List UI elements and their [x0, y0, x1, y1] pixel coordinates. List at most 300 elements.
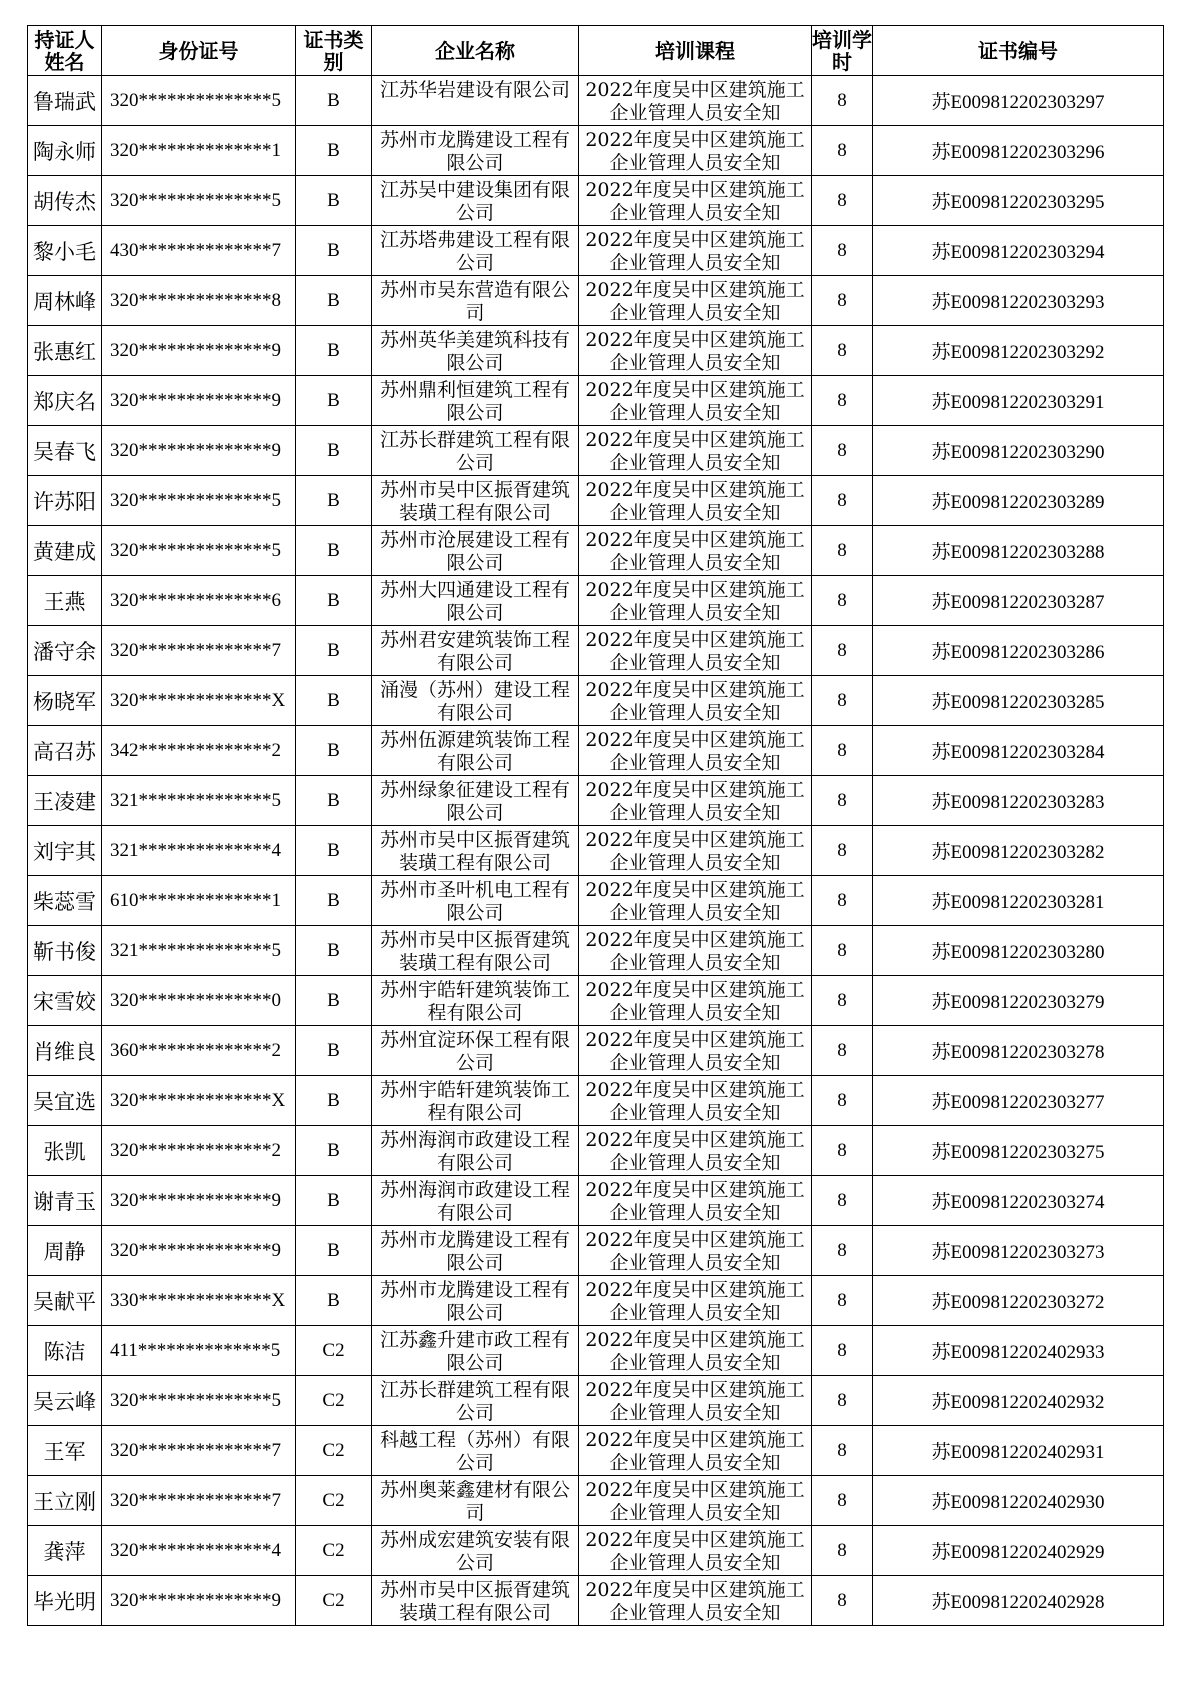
company-name-cell — [372, 1276, 579, 1326]
id-number-cell: 320**************9 — [102, 376, 296, 426]
training-course-cell — [579, 1476, 812, 1526]
holder-name-cell: 王立刚 — [28, 1476, 102, 1526]
company-name-text: 苏州海润市政建设工程有限公司 — [379, 1178, 570, 1224]
company-name-cell — [372, 576, 579, 626]
company-name-cell — [372, 1476, 579, 1526]
cert-number-cell: 苏E009812202303279 — [873, 976, 1164, 1026]
id-number-cell: 360**************2 — [102, 1026, 296, 1076]
cert-category-cell: B — [296, 376, 372, 426]
training-course-text: 2022年度吴中区建筑施工企业管理人员安全知 — [585, 478, 805, 524]
cert-category-cell: B — [296, 326, 372, 376]
training-hours-cell: 8 — [812, 576, 873, 626]
training-course-text: 2022年度吴中区建筑施工企业管理人员安全知 — [585, 1078, 805, 1124]
cert-category-cell: C2 — [296, 1426, 372, 1476]
cert-category-cell: B — [296, 876, 372, 926]
table-row — [28, 1126, 1164, 1176]
training-hours-cell: 8 — [812, 1226, 873, 1276]
training-course-text: 2022年度吴中区建筑施工企业管理人员安全知 — [585, 928, 805, 974]
table-row — [28, 176, 1164, 226]
id-number-cell: 320**************7 — [102, 1476, 296, 1526]
company-name-text: 江苏塔弗建设工程有限公司 — [379, 228, 570, 274]
training-hours-cell: 8 — [812, 376, 873, 426]
company-name-cell — [372, 176, 579, 226]
table-row — [28, 1376, 1164, 1426]
holder-name-cell: 郑庆名 — [28, 376, 102, 426]
id-number-cell: 321**************4 — [102, 826, 296, 876]
cert-number-cell: 苏E009812202402932 — [873, 1376, 1164, 1426]
holder-name-cell: 王军 — [28, 1426, 102, 1476]
company-name-text: 苏州市圣叶机电工程有限公司 — [379, 878, 570, 924]
training-course-text: 2022年度吴中区建筑施工企业管理人员安全知 — [585, 1378, 805, 1424]
cert-number-cell: 苏E009812202303294 — [873, 226, 1164, 276]
holder-name-cell: 杨晓军 — [28, 676, 102, 726]
cert-number-cell: 苏E009812202303295 — [873, 176, 1164, 226]
company-name-cell — [372, 526, 579, 576]
company-name-text: 苏州市吴东营造有限公司 — [379, 278, 570, 324]
training-course-cell — [579, 976, 812, 1026]
training-course-cell — [579, 1026, 812, 1076]
cert-number-cell: 苏E009812202303286 — [873, 626, 1164, 676]
cert-category-cell: B — [296, 926, 372, 976]
training-course-cell — [579, 526, 812, 576]
company-name-text: 涌漫（苏州）建设工程有限公司 — [379, 678, 570, 724]
holder-name-cell: 谢青玉 — [28, 1176, 102, 1226]
cert-number-cell: 苏E009812202402931 — [873, 1426, 1164, 1476]
company-name-cell — [372, 1376, 579, 1426]
training-course-cell — [579, 1426, 812, 1476]
training-hours-cell: 8 — [812, 1476, 873, 1526]
table-row — [28, 226, 1164, 276]
table-row — [28, 1226, 1164, 1276]
training-course-text: 2022年度吴中区建筑施工企业管理人员安全知 — [585, 128, 805, 174]
company-name-text: 苏州市吴中区振胥建筑装璜工程有限公司 — [379, 1578, 570, 1624]
id-number-cell: 320**************1 — [102, 126, 296, 176]
company-name-cell — [372, 1026, 579, 1076]
company-name-cell — [372, 676, 579, 726]
table-body — [28, 76, 1164, 1626]
training-course-text: 2022年度吴中区建筑施工企业管理人员安全知 — [585, 1178, 805, 1224]
cert-category-cell: B — [296, 176, 372, 226]
company-name-cell — [372, 1076, 579, 1126]
table-header — [28, 26, 1164, 76]
holder-name-cell: 胡传杰 — [28, 176, 102, 226]
table-row — [28, 1426, 1164, 1476]
training-hours-cell: 8 — [812, 1326, 873, 1376]
training-hours-cell: 8 — [812, 1176, 873, 1226]
company-name-text: 苏州市吴中区振胥建筑装璜工程有限公司 — [379, 478, 570, 524]
holder-name-cell: 陶永师 — [28, 126, 102, 176]
id-number-cell: 320**************5 — [102, 476, 296, 526]
id-number-cell: 320**************9 — [102, 426, 296, 476]
cert-number-cell: 苏E009812202303285 — [873, 676, 1164, 726]
training-course-text: 2022年度吴中区建筑施工企业管理人员安全知 — [585, 978, 805, 1024]
id-number-cell: 330**************X — [102, 1276, 296, 1326]
company-name-cell — [372, 126, 579, 176]
training-course-text: 2022年度吴中区建筑施工企业管理人员安全知 — [585, 1128, 805, 1174]
cert-category-cell: B — [296, 1026, 372, 1076]
id-number-cell: 320**************X — [102, 676, 296, 726]
cert-category-cell: B — [296, 1076, 372, 1126]
company-name-cell — [372, 1176, 579, 1226]
training-hours-cell: 8 — [812, 676, 873, 726]
table-row — [28, 1026, 1164, 1076]
cert-number-cell: 苏E009812202303274 — [873, 1176, 1164, 1226]
cert-number-cell: 苏E009812202303275 — [873, 1126, 1164, 1176]
company-name-cell — [372, 376, 579, 426]
cert-number-cell: 苏E009812202303281 — [873, 876, 1164, 926]
training-course-text: 2022年度吴中区建筑施工企业管理人员安全知 — [585, 428, 805, 474]
cert-number-cell: 苏E009812202402929 — [873, 1526, 1164, 1576]
cert-number-cell: 苏E009812202303293 — [873, 276, 1164, 326]
table-row — [28, 1576, 1164, 1626]
table-row — [28, 726, 1164, 776]
training-hours-cell: 8 — [812, 476, 873, 526]
training-course-text: 2022年度吴中区建筑施工企业管理人员安全知 — [585, 578, 805, 624]
training-course-text: 2022年度吴中区建筑施工企业管理人员安全知 — [585, 678, 805, 724]
company-name-text: 江苏长群建筑工程有限公司 — [379, 428, 570, 474]
header-holder-name: 持证人姓名 — [28, 26, 102, 76]
holder-name-cell: 黄建成 — [28, 526, 102, 576]
company-name-text: 江苏鑫升建市政工程有限公司 — [379, 1328, 570, 1374]
id-number-cell: 320**************5 — [102, 1376, 296, 1426]
training-course-cell — [579, 626, 812, 676]
holder-name-cell: 王燕 — [28, 576, 102, 626]
company-name-text: 科越工程（苏州）有限公司 — [379, 1428, 570, 1474]
training-hours-cell: 8 — [812, 426, 873, 476]
company-name-text: 苏州市吴中区振胥建筑装璜工程有限公司 — [379, 928, 570, 974]
holder-name-cell: 吴春飞 — [28, 426, 102, 476]
id-number-cell: 320**************9 — [102, 1576, 296, 1626]
company-name-text: 江苏华岩建设有限公司 — [379, 78, 570, 101]
cert-category-cell: B — [296, 276, 372, 326]
training-course-cell — [579, 726, 812, 776]
id-number-cell: 320**************9 — [102, 1176, 296, 1226]
cert-number-cell: 苏E009812202303282 — [873, 826, 1164, 876]
company-name-text: 江苏吴中建设集团有限公司 — [379, 178, 570, 224]
company-name-cell — [372, 726, 579, 776]
cert-number-cell: 苏E009812202303272 — [873, 1276, 1164, 1326]
cert-category-cell: B — [296, 526, 372, 576]
cert-category-cell: B — [296, 826, 372, 876]
cert-category-cell: B — [296, 1176, 372, 1226]
cert-number-cell: 苏E009812202303291 — [873, 376, 1164, 426]
company-name-cell — [372, 776, 579, 826]
cert-category-cell: B — [296, 126, 372, 176]
training-hours-cell: 8 — [812, 1126, 873, 1176]
training-course-text: 2022年度吴中区建筑施工企业管理人员安全知 — [585, 1028, 805, 1074]
company-name-text: 苏州鼎利恒建筑工程有限公司 — [379, 378, 570, 424]
training-hours-cell: 8 — [812, 1376, 873, 1426]
company-name-cell — [372, 1226, 579, 1276]
cert-number-cell: 苏E009812202303290 — [873, 426, 1164, 476]
company-name-cell — [372, 426, 579, 476]
table-row — [28, 676, 1164, 726]
id-number-cell: 320**************8 — [102, 276, 296, 326]
id-number-cell: 320**************5 — [102, 76, 296, 126]
id-number-cell: 411**************5 — [102, 1326, 296, 1376]
training-hours-cell: 8 — [812, 1526, 873, 1576]
cert-number-cell: 苏E009812202402930 — [873, 1476, 1164, 1526]
cert-category-cell: B — [296, 76, 372, 126]
company-name-cell — [372, 626, 579, 676]
training-course-cell — [579, 1376, 812, 1426]
holder-name-cell: 吴宜选 — [28, 1076, 102, 1126]
company-name-text: 苏州市龙腾建设工程有限公司 — [379, 1278, 570, 1324]
company-name-text: 苏州伍源建筑装饰工程有限公司 — [379, 728, 570, 774]
training-hours-cell: 8 — [812, 876, 873, 926]
holder-name-cell: 王凌建 — [28, 776, 102, 826]
cert-number-cell: 苏E009812202303283 — [873, 776, 1164, 826]
id-number-cell: 320**************4 — [102, 1526, 296, 1576]
holder-name-cell: 张惠红 — [28, 326, 102, 376]
cert-number-cell: 苏E009812202402928 — [873, 1576, 1164, 1626]
training-course-cell — [579, 776, 812, 826]
training-hours-cell: 8 — [812, 926, 873, 976]
company-name-cell — [372, 976, 579, 1026]
company-name-text: 苏州英华美建筑科技有限公司 — [379, 328, 570, 374]
holder-name-cell: 陈洁 — [28, 1326, 102, 1376]
cert-number-cell: 苏E009812202303292 — [873, 326, 1164, 376]
holder-name-cell: 周静 — [28, 1226, 102, 1276]
training-course-cell — [579, 476, 812, 526]
holder-name-cell: 潘守余 — [28, 626, 102, 676]
id-number-cell: 320**************6 — [102, 576, 296, 626]
training-hours-cell: 8 — [812, 826, 873, 876]
company-name-cell — [372, 876, 579, 926]
training-hours-cell: 8 — [812, 1026, 873, 1076]
cert-category-cell: C2 — [296, 1476, 372, 1526]
cert-category-cell: C2 — [296, 1376, 372, 1426]
training-course-cell — [579, 826, 812, 876]
header-cert-category: 证书类别 — [296, 26, 372, 76]
table-row — [28, 526, 1164, 576]
id-number-cell: 321**************5 — [102, 926, 296, 976]
cert-number-cell: 苏E009812202303280 — [873, 926, 1164, 976]
company-name-text: 苏州宜淀环保工程有限公司 — [379, 1028, 570, 1074]
training-course-text: 2022年度吴中区建筑施工企业管理人员安全知 — [585, 528, 805, 574]
holder-name-cell: 宋雪姣 — [28, 976, 102, 1026]
holder-name-cell: 毕光明 — [28, 1576, 102, 1626]
header-cert-number: 证书编号 — [873, 26, 1164, 76]
training-hours-cell: 8 — [812, 626, 873, 676]
training-course-text: 2022年度吴中区建筑施工企业管理人员安全知 — [585, 378, 805, 424]
id-number-cell: 320**************7 — [102, 1426, 296, 1476]
training-hours-cell: 8 — [812, 526, 873, 576]
training-course-cell — [579, 1326, 812, 1376]
company-name-cell — [372, 326, 579, 376]
training-course-text: 2022年度吴中区建筑施工企业管理人员安全知 — [585, 1278, 805, 1324]
id-number-cell: 320**************X — [102, 1076, 296, 1126]
company-name-text: 苏州市沧展建设工程有限公司 — [379, 528, 570, 574]
cert-number-cell: 苏E009812202303297 — [873, 76, 1164, 126]
training-course-cell — [579, 576, 812, 626]
company-name-cell — [372, 1126, 579, 1176]
holder-name-cell: 靳书俊 — [28, 926, 102, 976]
training-hours-cell: 8 — [812, 1576, 873, 1626]
training-course-text: 2022年度吴中区建筑施工企业管理人员安全知 — [585, 1428, 805, 1474]
cert-category-cell: B — [296, 676, 372, 726]
table-row — [28, 776, 1164, 826]
company-name-cell — [372, 1426, 579, 1476]
company-name-cell — [372, 476, 579, 526]
table-row — [28, 276, 1164, 326]
cert-number-cell: 苏E009812202303278 — [873, 1026, 1164, 1076]
training-course-text: 2022年度吴中区建筑施工企业管理人员安全知 — [585, 778, 805, 824]
id-number-cell: 321**************5 — [102, 776, 296, 826]
training-course-text: 2022年度吴中区建筑施工企业管理人员安全知 — [585, 1528, 805, 1574]
company-name-cell — [372, 76, 579, 126]
cert-number-cell: 苏E009812202402933 — [873, 1326, 1164, 1376]
table-row — [28, 1076, 1164, 1126]
holder-name-cell: 吴献平 — [28, 1276, 102, 1326]
training-course-text: 2022年度吴中区建筑施工企业管理人员安全知 — [585, 228, 805, 274]
table-row — [28, 376, 1164, 426]
id-number-cell: 320**************0 — [102, 976, 296, 1026]
cert-category-cell: B — [296, 776, 372, 826]
cert-number-cell: 苏E009812202303288 — [873, 526, 1164, 576]
training-hours-cell: 8 — [812, 276, 873, 326]
training-course-cell — [579, 1576, 812, 1626]
company-name-text: 苏州大四通建设工程有限公司 — [379, 578, 570, 624]
cert-number-cell: 苏E009812202303277 — [873, 1076, 1164, 1126]
training-course-text: 2022年度吴中区建筑施工企业管理人员安全知 — [585, 878, 805, 924]
training-hours-cell: 8 — [812, 76, 873, 126]
training-hours-cell: 8 — [812, 176, 873, 226]
training-course-cell — [579, 276, 812, 326]
cert-number-cell: 苏E009812202303287 — [873, 576, 1164, 626]
training-course-cell — [579, 176, 812, 226]
table-row — [28, 826, 1164, 876]
company-name-text: 苏州奥莱鑫建材有限公司 — [379, 1478, 570, 1524]
certificate-table — [27, 25, 1164, 1626]
cert-category-cell: B — [296, 1276, 372, 1326]
training-course-text: 2022年度吴中区建筑施工企业管理人员安全知 — [585, 1478, 805, 1524]
training-course-text: 2022年度吴中区建筑施工企业管理人员安全知 — [585, 78, 805, 124]
id-number-cell: 320**************5 — [102, 176, 296, 226]
training-course-cell — [579, 326, 812, 376]
cert-category-cell: B — [296, 1126, 372, 1176]
table-row — [28, 876, 1164, 926]
training-course-text: 2022年度吴中区建筑施工企业管理人员安全知 — [585, 178, 805, 224]
training-course-text: 2022年度吴中区建筑施工企业管理人员安全知 — [585, 828, 805, 874]
table-row — [28, 426, 1164, 476]
company-name-cell — [372, 926, 579, 976]
training-course-cell — [579, 1076, 812, 1126]
training-course-text: 2022年度吴中区建筑施工企业管理人员安全知 — [585, 728, 805, 774]
table-row — [28, 476, 1164, 526]
holder-name-cell: 高召苏 — [28, 726, 102, 776]
company-name-cell — [372, 1526, 579, 1576]
training-hours-cell: 8 — [812, 126, 873, 176]
header-row — [28, 26, 1164, 76]
cert-number-cell: 苏E009812202303273 — [873, 1226, 1164, 1276]
cert-category-cell: B — [296, 726, 372, 776]
training-hours-cell: 8 — [812, 1276, 873, 1326]
training-course-cell — [579, 426, 812, 476]
table-row — [28, 1176, 1164, 1226]
training-hours-cell: 8 — [812, 226, 873, 276]
company-name-cell — [372, 1326, 579, 1376]
training-course-text: 2022年度吴中区建筑施工企业管理人员安全知 — [585, 278, 805, 324]
table-row — [28, 1476, 1164, 1526]
cert-category-cell: C2 — [296, 1326, 372, 1376]
training-course-cell — [579, 376, 812, 426]
company-name-cell — [372, 826, 579, 876]
training-course-text: 2022年度吴中区建筑施工企业管理人员安全知 — [585, 1228, 805, 1274]
id-number-cell: 342**************2 — [102, 726, 296, 776]
company-name-text: 苏州成宏建筑安装有限公司 — [379, 1528, 570, 1574]
company-name-text: 苏州绿象征建设工程有限公司 — [379, 778, 570, 824]
cert-number-cell: 苏E009812202303284 — [873, 726, 1164, 776]
id-number-cell: 320**************7 — [102, 626, 296, 676]
training-course-text: 2022年度吴中区建筑施工企业管理人员安全知 — [585, 628, 805, 674]
id-number-cell: 320**************9 — [102, 326, 296, 376]
cert-category-cell: B — [296, 1226, 372, 1276]
id-number-cell: 320**************9 — [102, 1226, 296, 1276]
company-name-cell — [372, 226, 579, 276]
company-name-text: 苏州宇皓轩建筑装饰工程有限公司 — [379, 978, 570, 1024]
company-name-cell — [372, 1576, 579, 1626]
training-course-cell — [579, 676, 812, 726]
cert-category-cell: C2 — [296, 1576, 372, 1626]
company-name-text: 苏州君安建筑装饰工程有限公司 — [379, 628, 570, 674]
training-course-cell — [579, 1126, 812, 1176]
table-row — [28, 1326, 1164, 1376]
company-name-text: 苏州市龙腾建设工程有限公司 — [379, 128, 570, 174]
table-row — [28, 1276, 1164, 1326]
table-row — [28, 626, 1164, 676]
company-name-text: 苏州海润市政建设工程有限公司 — [379, 1128, 570, 1174]
header-training-course: 培训课程 — [579, 26, 812, 76]
company-name-text: 苏州市吴中区振胥建筑装璜工程有限公司 — [379, 828, 570, 874]
id-number-cell: 430**************7 — [102, 226, 296, 276]
company-name-text: 江苏长群建筑工程有限公司 — [379, 1378, 570, 1424]
holder-name-cell: 许苏阳 — [28, 476, 102, 526]
holder-name-cell: 刘宇其 — [28, 826, 102, 876]
training-hours-cell: 8 — [812, 726, 873, 776]
holder-name-cell: 龚萍 — [28, 1526, 102, 1576]
cert-category-cell: B — [296, 476, 372, 526]
training-hours-cell: 8 — [812, 976, 873, 1026]
cert-category-cell: B — [296, 576, 372, 626]
holder-name-cell: 鲁瑞武 — [28, 76, 102, 126]
header-company-name: 企业名称 — [372, 26, 579, 76]
training-hours-cell: 8 — [812, 1426, 873, 1476]
cert-category-cell: C2 — [296, 1526, 372, 1576]
company-name-cell — [372, 276, 579, 326]
training-course-cell — [579, 876, 812, 926]
training-course-cell — [579, 126, 812, 176]
id-number-cell: 610**************1 — [102, 876, 296, 926]
training-course-cell — [579, 76, 812, 126]
id-number-cell: 320**************2 — [102, 1126, 296, 1176]
training-hours-cell: 8 — [812, 326, 873, 376]
training-hours-cell: 8 — [812, 1076, 873, 1126]
training-course-cell — [579, 1226, 812, 1276]
training-course-cell — [579, 1176, 812, 1226]
cert-category-cell: B — [296, 626, 372, 676]
header-id-number: 身份证号 — [102, 26, 296, 76]
training-course-cell — [579, 1526, 812, 1576]
header-training-hours: 培训学时 — [812, 27, 872, 74]
training-hours-cell: 8 — [812, 776, 873, 826]
cert-number-cell: 苏E009812202303289 — [873, 476, 1164, 526]
table-row — [28, 326, 1164, 376]
table-row — [28, 576, 1164, 626]
training-course-text: 2022年度吴中区建筑施工企业管理人员安全知 — [585, 328, 805, 374]
training-course-text: 2022年度吴中区建筑施工企业管理人员安全知 — [585, 1328, 805, 1374]
training-course-cell — [579, 226, 812, 276]
